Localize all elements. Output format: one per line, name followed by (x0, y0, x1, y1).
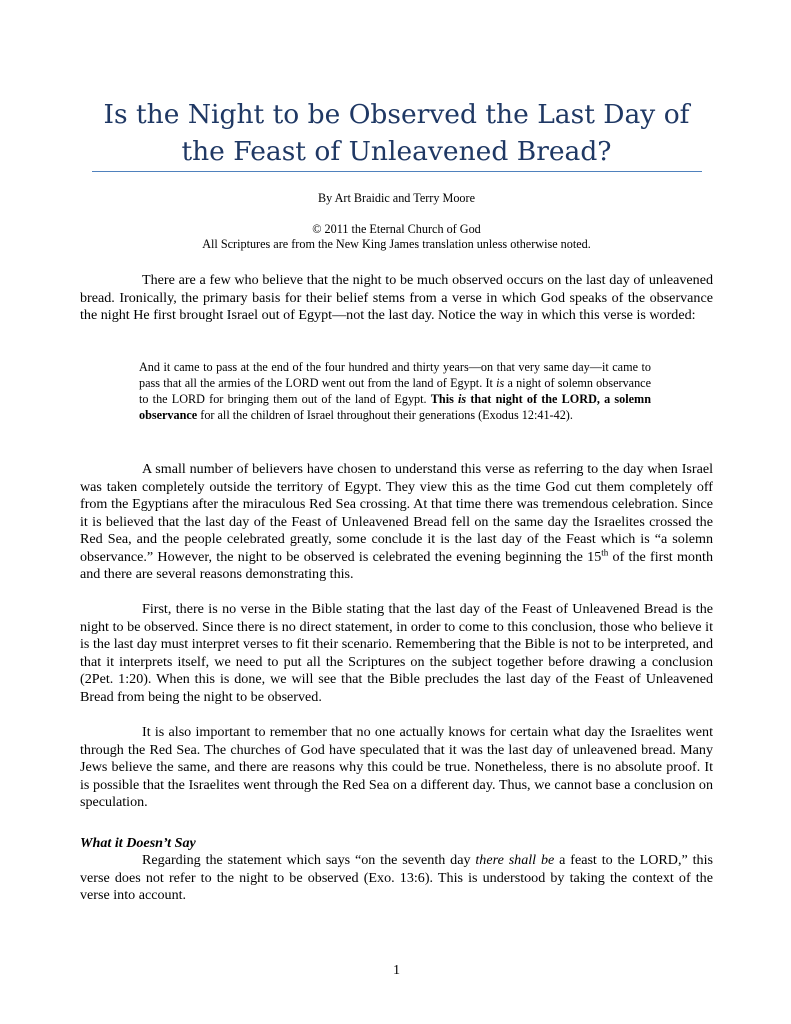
ordinal-superscript: th (601, 546, 609, 557)
quote-text: for all the children of Israel throughout their generations (Exodus 12:41-42). (197, 408, 573, 422)
paragraph-text: of the first month and there are several reasons demonstrating this. (80, 548, 713, 582)
paragraph-text: A small number of believers have chosen to understand this verse as referring to the day when Israel was taken completely outside the territory of Egypt. They view this as the time God cut them completely off from the Egyptians after the miraculous Red Sea crossing. At that time there was tremendous celebration. Since it is believed that the last day of the Feast of Unleavened Bread fell on the same day the Israelites crossed the Red Sea, and the people celebrated greatly, some conclude it is the last day of the Feast which is “a solemn observance.” However, the night to be observed is celebrated the evening beginning the 15 (80, 461, 713, 565)
paragraph-text: a feast to the LORD,” this verse does not refer to the night to be observed (Exo. 13:6). This is understood by taking the context of the verse into account. (80, 852, 713, 903)
document-title (80, 96, 713, 170)
block-quote-exodus (139, 359, 651, 423)
quote-text: a night of solemn observance to the LORD for bringing them out of the land of Egypt. (139, 376, 651, 406)
paragraph-red-sea: It is also important to remember that no one actually knows for certain what day the Israelites went through the Red Sea. The churches of God have speculated that it was the last day of unleavened bread. Many Jews believe the same, and there are reasons why this could be true. Nonetheless, there is no absolute proof. It is possible that the Israelites went through the Red Sea on a different day. Thus, we cannot base a conclusion on speculation. (80, 724, 713, 810)
title-line-2: the Feast of Unleavened Bread? (181, 136, 612, 167)
paragraph-first-reason: First, there is no verse in the Bible stating that the last day of the Feast of Unleavened Bread is the night to be observed. Since there is no direct statement, in order to come to this conclusion, those who believe it is the last day must interpret verses to fit their scenario. Remembering that the Bible is not to be interpreted, and that it interprets itself, we need to put all the Scriptures on the subject together before drawing a conclusion (2Pet. 1:20). When this is done, we will see that the Bible precludes the last day of the Feast of Unleavened Bread from being the night to be observed. (80, 601, 713, 705)
paragraph-italic: there shall be (475, 852, 555, 868)
section-heading: What it Doesn’t Say (80, 835, 196, 851)
paragraph-intro: There are a few who believe that the night to be much observed occurs on the last day of unleavened bread. Ironically, the primary basis for their belief stems from a verse in which God speaks of the observance the night He first brought Israel out of Egypt—not the last day. Notice the way in which this verse is worded: (80, 272, 713, 323)
quote-bold: that night of the LORD, a solemn observance (139, 392, 651, 422)
quote-text: And it came to pass at the end of the four hundred and thirty years—on that very same day—it came to pass that all the armies of the LORD went out from the land of Egypt. It (139, 360, 651, 390)
scripture-translation-note: All Scriptures are from the New King James translation unless otherwise noted. (202, 237, 591, 251)
paragraph-text: Regarding the statement which says “on the seventh day (142, 852, 476, 868)
title-underline-rule (92, 171, 702, 172)
quote-bold-italic: is (458, 392, 467, 406)
copyright-notice: © 2011 the Eternal Church of God (312, 222, 481, 236)
quote-italic: is (496, 376, 505, 390)
page-number: 1 (392, 962, 401, 978)
quote-bold: This (430, 392, 459, 406)
paragraph-small-number (80, 461, 713, 584)
title-line-1: Is the Night to be Observed the Last Day of (103, 99, 690, 130)
author-byline: By Art Braidic and Terry Moore (318, 191, 475, 205)
paragraph-seventh-day (80, 852, 713, 905)
